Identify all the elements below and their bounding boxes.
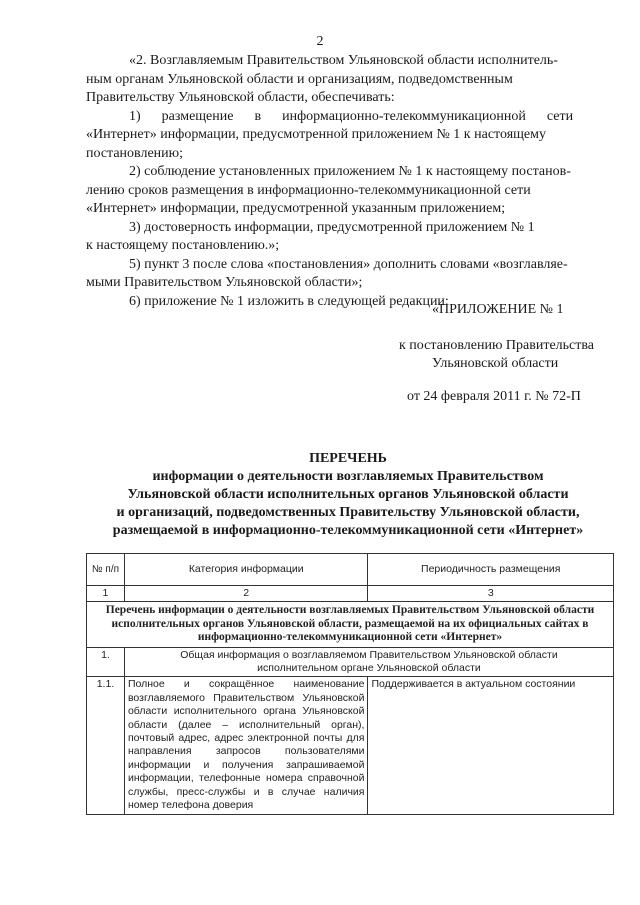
header-period: Периодичность размещения — [368, 554, 614, 586]
title-main: ПЕРЕЧЕНЬ — [309, 451, 387, 466]
appendix-heading: «ПРИЛОЖЕНИЕ № 1 — [432, 302, 564, 317]
section-header-row — [87, 602, 614, 647]
header-category: Категория информации — [124, 554, 368, 586]
title-line: информации о деятельности возглавляемых Правительством — [152, 469, 544, 484]
body-line: 6) приложение № 1 изложить в следующей редакции: — [129, 293, 449, 309]
row-category: Общая информация о возглавляемом Правительством Ульяновской области исполнительном органе Ульяновской области — [124, 647, 613, 677]
col-number: 1 — [87, 586, 125, 602]
table-row — [87, 677, 614, 814]
body-line: мыми Правительством Ульяновской области»; — [86, 275, 363, 290]
header-num: № п/п — [87, 554, 125, 586]
body-text — [86, 52, 610, 311]
row-category: Полное и сокращённое наименование возглавляемого Правительством Ульяновской области исполнительного органа Ульяновской области (далее – исполнительный орган), почтовый адрес, адрес электронной почты для направления запросов пользователями информации и получения запрашиваемой информации, телефонные номера справочной службы, пресс-службы и в случае наличия номер телефона доверия — [124, 677, 368, 814]
section-header: Перечень информации о деятельности возглавляемых Правительством Ульяновской области исполнительных органов Ульяновской области, размещаемой на их официальных сайтах в информационно-телекоммуникационной сети «Интернет» — [87, 602, 614, 647]
document-title — [86, 450, 610, 540]
table-row — [87, 647, 614, 677]
title-line: размещаемой в информационно-телекоммуникационной сети «Интернет» — [112, 523, 584, 538]
title-line: Ульяновской области исполнительных органов Ульяновской области — [127, 487, 569, 502]
body-line: 3) достоверность информации, предусмотренной приложением № 1 — [129, 219, 535, 235]
row-num: 1. — [87, 647, 125, 677]
appendix-line1: к постановлению Правительства — [399, 338, 595, 353]
body-line: 2) соблюдение установленных приложением № 1 к настоящему постанов- — [129, 164, 571, 179]
body-line: лению сроков размещения в информационно-телекоммуникационной сети — [86, 182, 531, 198]
body-line: «Интернет» информации, предусмотренной приложением № 1 к настоящему — [86, 127, 546, 142]
info-table — [86, 553, 614, 815]
body-line: к настоящему постановлению.»; — [86, 238, 280, 253]
column-number-row — [87, 586, 614, 602]
body-line: Правительству Ульяновской области, обеспечивать: — [86, 90, 395, 105]
body-line: 1) размещение в информационно-телекоммуникационной сети — [129, 108, 574, 124]
row-period: Поддерживается в актуальном состоянии — [368, 677, 614, 814]
body-line: 5) пункт 3 после слова «постановления» дополнить словами «возглавляе- — [129, 256, 568, 272]
appendix-line2: Ульяновской области — [432, 356, 559, 371]
col-number: 2 — [124, 586, 368, 602]
body-line: «2. Возглавляемым Правительством Ульяновской области исполнитель- — [129, 53, 558, 68]
body-line: ным органам Ульяновской области и организациям, подведомственным — [86, 71, 513, 87]
row-num: 1.1. — [87, 677, 125, 814]
body-line: «Интернет» информации, предусмотренной указанным приложением; — [86, 201, 506, 216]
page-number: 2 — [316, 34, 324, 49]
table-header-row — [87, 554, 614, 586]
title-line: и организаций, подведомственных Правительству Ульяновской области, — [116, 505, 580, 520]
col-number: 3 — [368, 586, 614, 602]
appendix-date: от 24 февраля 2011 г. № 72-П — [407, 389, 581, 404]
body-line: постановлению; — [86, 145, 184, 161]
